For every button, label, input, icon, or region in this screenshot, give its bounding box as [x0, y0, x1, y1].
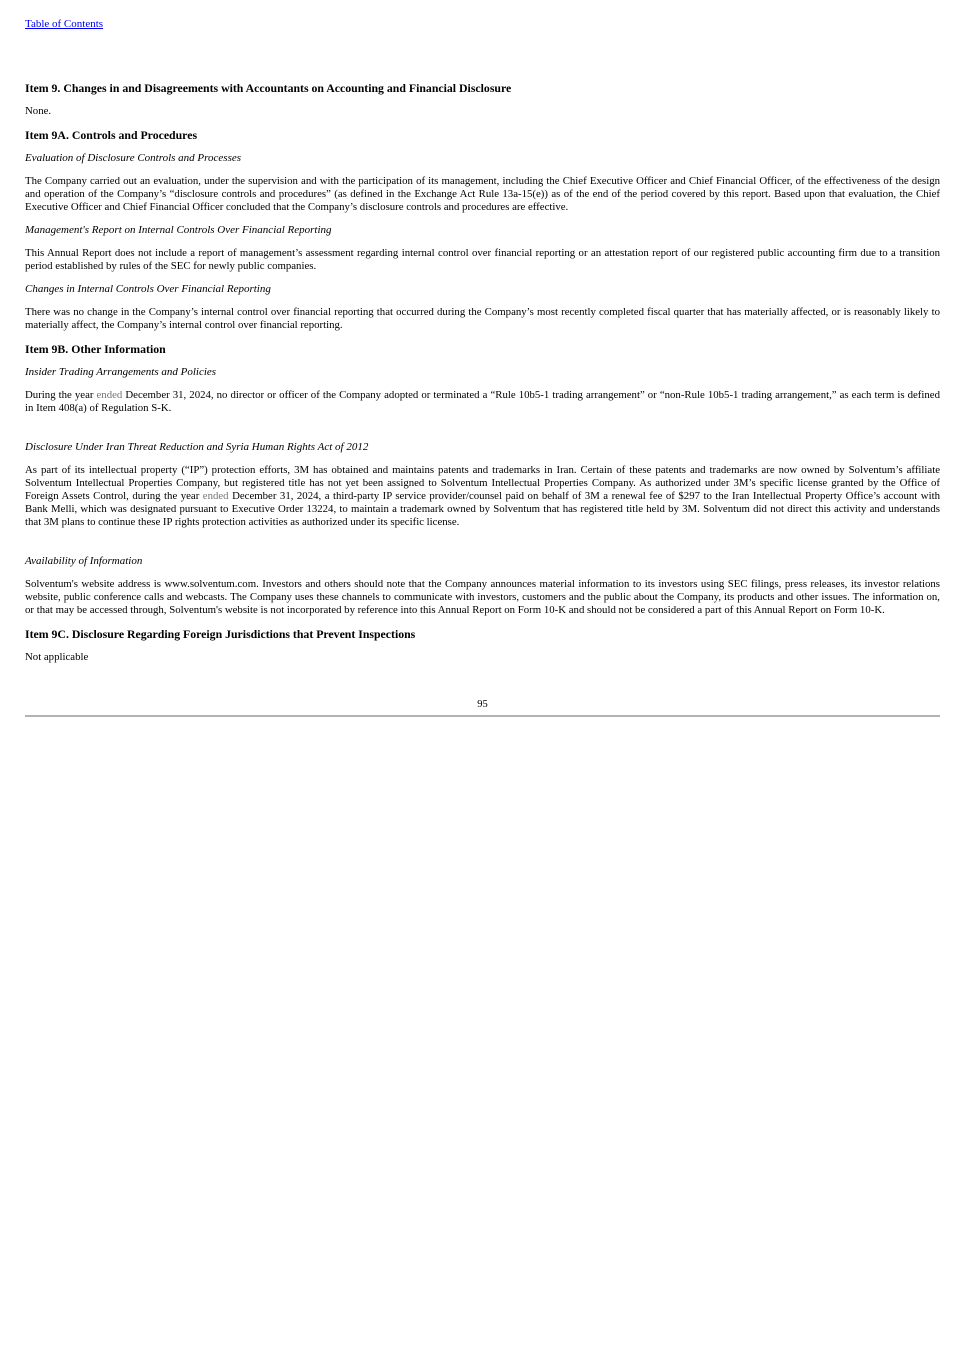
management-report-paragraph: This Annual Report does not include a report of management’s assessment regarding internal control over financial reporting or an attestation report of our registered public accounting firm due to a transition period established by rules of the SEC for newly public companies. — [25, 247, 940, 272]
iran-disclosure-text-pre: As part of its intellectual property (“IP”) protection efforts, 3M has obtained and maintains patents and trademarks in Iran. Certain of these patents and trademarks are now owned by Solventum’s affiliate Solventum Intellectual Properties Company, but registered title has not yet been assigned to Solventum Intellectual Properties Company. As authorized under 3M’s specific license granted by the Office of Foreign Assets Control, during the year — [25, 464, 940, 502]
iran-disclosure-tagged-text: ended — [202, 490, 229, 502]
item9c-heading: Item 9C. Disclosure Regarding Foreign Jurisdictions that Prevent Inspections — [25, 627, 416, 641]
evaluation-subheading: Evaluation of Disclosure Controls and Processes — [25, 152, 242, 164]
changes-in-controls-subheading: Changes in Internal Controls Over Financial Reporting — [25, 283, 271, 295]
item9-heading: Item 9. Changes in and Disagreements with Accountants on Accounting and Financial Disclosure — [25, 81, 512, 95]
iran-disclosure-subheading: Disclosure Under Iran Threat Reduction and Syria Human Rights Act of 2012 — [25, 441, 369, 453]
item9b-heading: Item 9B. Other Information — [25, 342, 166, 356]
availability-paragraph: Solventum's website address is www.solventum.com. Investors and others should note that the Company announces material information to its investors using SEC filings, press releases, its investor relations website, public conference calls and webcasts. The Company uses these channels to communicate with investors, customers and the public about the Company, its products and other issues. The information on, or that may be accessed through, Solventum's website is not incorporated by reference into this Annual Report on Form 10-K and should not be considered a part of this Annual Report on Form 10-K. — [25, 578, 940, 616]
management-report-subheading: Management's Report on Internal Controls Over Financial Reporting — [25, 224, 332, 236]
insider-trading-text-pre: During the year — [25, 389, 97, 401]
item9c-body-text: Not applicable — [25, 651, 89, 663]
evaluation-paragraph: The Company carried out an evaluation, under the supervision and with the participation of its management, including the Chief Executive Officer and Chief Financial Officer, of the effectiveness of the design and operation of the Company’s “disclosure controls and procedures” (as defined in the Exchange Act Rule 13a-15(e)) as of the end of the period covered by this report. Based upon that evaluation, the Chief Executive Officer and Chief Financial Officer concluded that the Company’s disclosure controls and procedures are effective. — [25, 175, 940, 213]
insider-trading-subheading: Insider Trading Arrangements and Policies — [25, 366, 217, 378]
changes-in-controls-paragraph: There was no change in the Company’s internal control over financial reporting that occurred during the Company’s most recently completed fiscal quarter that has materially affected, or is reasonably likely to materially affect, the Company’s internal control over financial reporting. — [25, 306, 940, 331]
insider-trading-paragraph — [25, 389, 940, 415]
iran-disclosure-text-post: December 31, 2024, a third-party IP service provider/counsel paid on behalf of 3M a renewal fee of $297 to the Iran Intellectual Property Office’s account with Bank Melli, which was designated pursuant to Executive Order 13224, to maintain a trademark owned by Solventum that has registered title held by 3M. Solventum did not direct this activity and understands that 3M plans to continue these IP rights protection activities as authorized under its specific license. — [25, 490, 940, 528]
availability-subheading: Availability of Information — [25, 555, 143, 567]
insider-trading-tagged-text: ended — [96, 389, 123, 401]
item9-body-text: None. — [25, 105, 52, 117]
insider-trading-text-post: December 31, 2024, no director or officer of the Company adopted or terminated a “Rule 10b5-1 trading arrangement” or “non-Rule 10b5-1 trading arrangement,” as each term is defined in Item 408(a) of Regulation S-K. — [25, 389, 940, 414]
page-number: 95 — [477, 699, 488, 710]
table-of-contents-link[interactable]: Table of Contents — [25, 18, 104, 30]
iran-disclosure-paragraph — [25, 464, 940, 529]
footer-divider — [25, 715, 940, 717]
item9a-heading: Item 9A. Controls and Procedures — [25, 128, 198, 142]
